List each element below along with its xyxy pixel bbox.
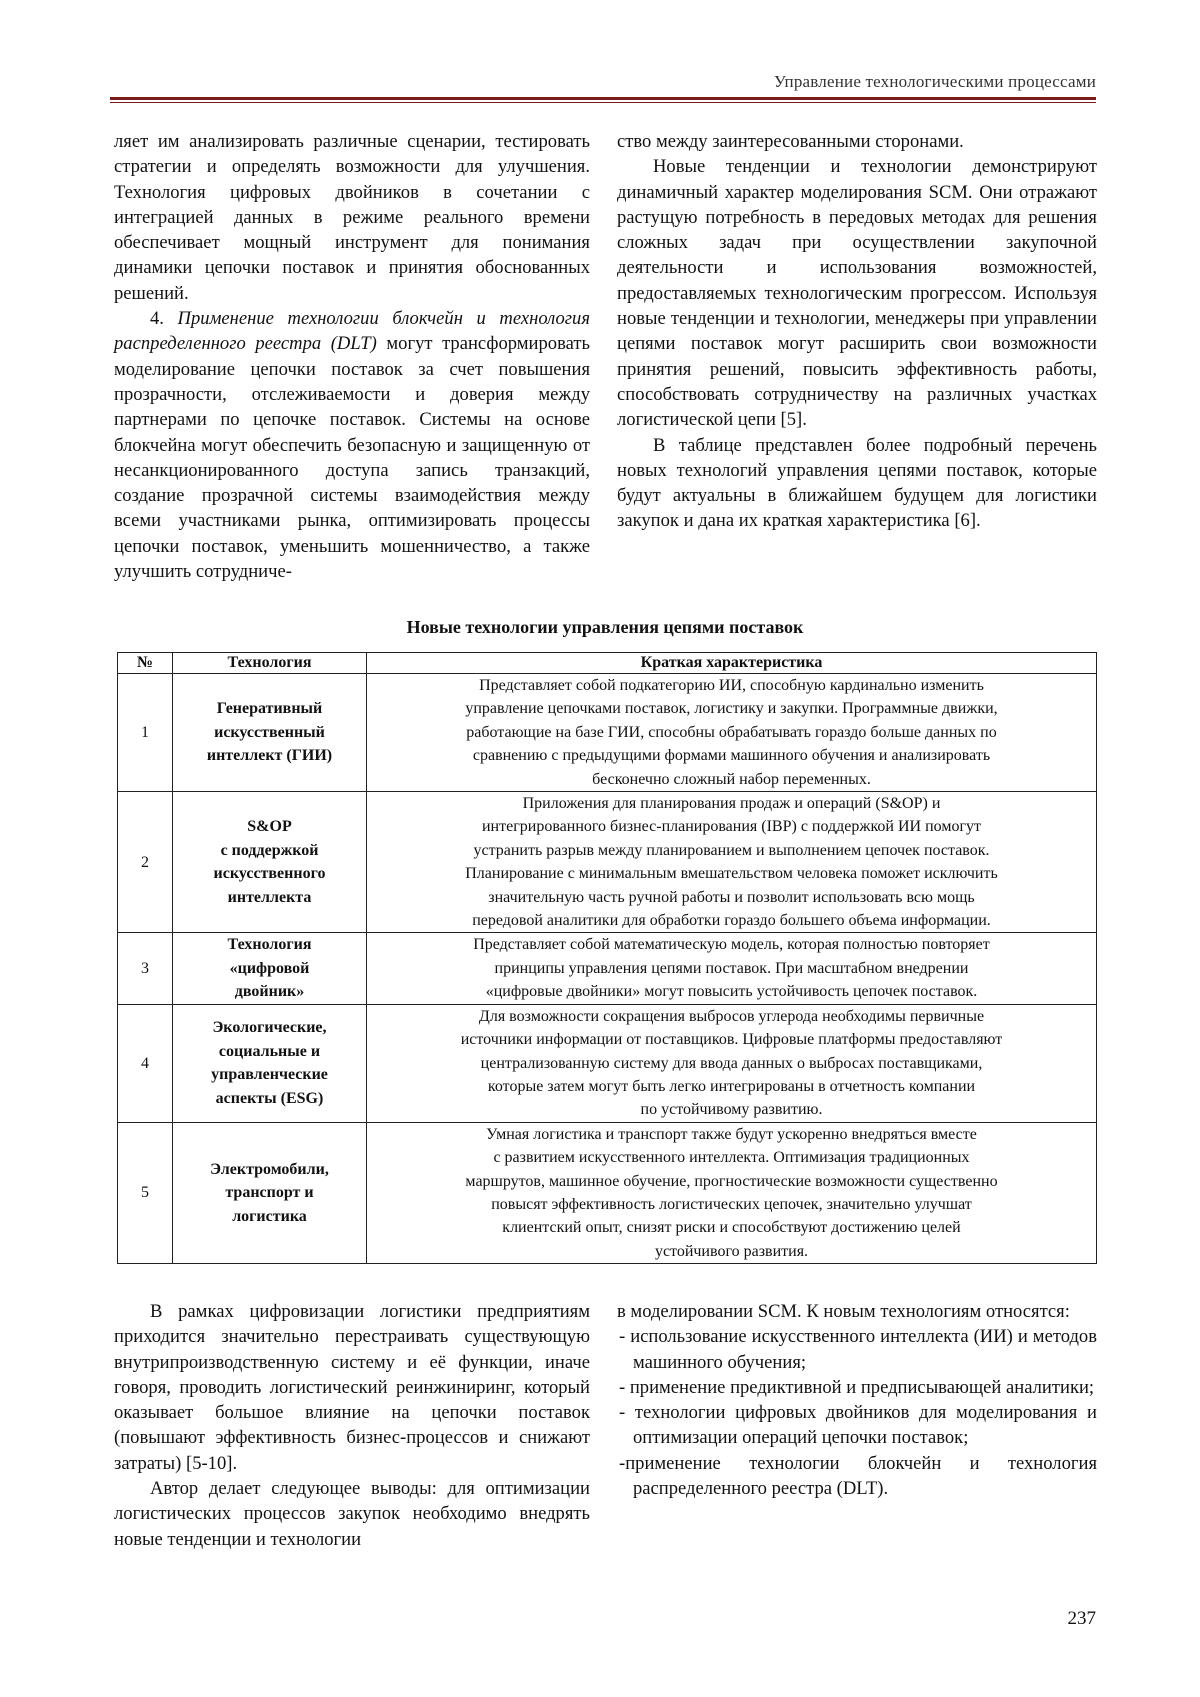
technology-name-line: интеллект (ГИИ) [206, 747, 333, 765]
header-rule [110, 97, 1096, 100]
description-line: повысят эффективность логистических цепочек, значительно улучшат [491, 1195, 972, 1213]
description-line: Планирование с минимальным вмешательством человека поможет исключить [465, 865, 998, 883]
table-row [118, 792, 1097, 933]
column-header-description: Краткая характеристика [367, 653, 1097, 674]
description-line: с развитием искусственного интеллекта. Оптимизация традиционных [493, 1149, 970, 1167]
description-line: управление цепочками поставок, логистику и закупки. Программные движки, [465, 700, 998, 718]
description-line: сравнению с предыдущими формами машинного обучения и анализировать [472, 747, 991, 765]
top-right-column [617, 129, 1097, 534]
description-line: интегрированного бизнес-планирования (IBP) с поддержкой ИИ помогут [481, 818, 982, 836]
description-line: устойчивого развития. [654, 1242, 809, 1260]
paragraph: в моделировании SCM. К новым технологиям относятся: [617, 1301, 1070, 1322]
description-line: Для возможности сокращения выбросов углерода необходимы первичные [478, 1007, 985, 1025]
technology-description [367, 1122, 1097, 1263]
technologies-table [117, 652, 1097, 1264]
list-number: 4. [150, 308, 164, 330]
description-line: по устойчивому развитию. [640, 1101, 823, 1119]
technology-name-line: Генеративный [216, 700, 323, 718]
technology-name-line: с поддержкой [220, 841, 319, 859]
technology-name-line: искусственный [214, 723, 325, 741]
column-header-num: № [118, 653, 173, 674]
description-line: Представляет собой подкатегорию ИИ, способную кардинально изменить [479, 677, 984, 694]
technology-name [173, 933, 367, 1004]
description-line: передовой аналитики для обработки гораздо большего объема информации. [472, 912, 991, 930]
description-line: принципы управления цепями поставок. При масштабном внедрении [494, 959, 969, 977]
description-line: централизованную систему для ввода данных о выбросах поставщиками, [480, 1054, 983, 1072]
technology-name [173, 674, 367, 792]
table-row [118, 933, 1097, 1004]
description-line: источники информации от поставщиков. Цифровые платформы предоставляют [460, 1031, 1003, 1049]
description-line: бесконечно сложный набор переменных. [592, 770, 871, 788]
italic-term: Применение технологии блокчейн и технология распределенного реестра (DLT) [114, 308, 590, 355]
technology-name [173, 792, 367, 933]
table-row [118, 674, 1097, 792]
list-item: - технологии цифровых двойников для моделирования и оптимизации операций цепочки поставок; [619, 1402, 1097, 1449]
description-line: Умная логистика и транспорт также будут ускоренно внедряться вместе [486, 1125, 977, 1143]
technology-description [367, 933, 1097, 1004]
technology-name-line: Экологические, [212, 1019, 327, 1037]
technology-description [367, 1004, 1097, 1122]
technology-name-line: S&OP [247, 818, 292, 836]
paragraph: ляет им анализировать различные сценарии, тестировать стратегии и определять возможности для улучшения. Технология цифровых двойников в сочетании с интеграцией данных в режиме реального времени обеспечивает мощный инструмент для понимания динамики цепочки поставок и принятия обоснованных решений. [114, 131, 590, 304]
top-left-column [114, 129, 590, 584]
list-item: -применение технологии блокчейн и технология распределенного реестра (DLT). [619, 1452, 1097, 1500]
bottom-left-column [114, 1299, 590, 1552]
description-line: значительную часть ручной работы и позволит использовать всю мощь [488, 888, 975, 906]
page-number: 237 [1067, 1608, 1096, 1629]
list-item: - применение предиктивной и предписывающей аналитики; [619, 1376, 1095, 1398]
technology-name-line: Технология [227, 936, 312, 954]
paragraph: В рамках цифровизации логистики предприятиям приходится значительно перестраивать существующую внутрипроизводственную систему и её функции, иначе говоря, проводить логистический реинжиниринг, который оказывает большое влияние на цепочки поставок (повышают эффективность бизнес-процессов и снижают затраты) [5-10]. [114, 1301, 590, 1474]
technology-description [367, 792, 1097, 933]
technology-name-line: логистика [232, 1207, 307, 1225]
running-header: Управление технологическими процессами [773, 72, 1096, 91]
description-line: клиентский опыт, снизят риски и способствуют достижению целей [502, 1219, 961, 1237]
column-header-technology: Технология [173, 653, 367, 674]
table-header-row [118, 653, 1097, 674]
paragraph: Новые тенденции и технологии демонстрируют динамичный характер моделирования SCM. Они отражают растущую потребность в передовых методах для решения сложных задач при осуществлении закупочной деятельности и использования возможностей, предоставляемых технологическим прогрессом. Используя новые тенденции и технологии, менеджеры при управлении цепями поставок могут расширить свои возможности принятия решений, повысить эффективность работы, способствовать сотрудничеству на различных участках логистической цепи [5]. [617, 156, 1097, 431]
technology-name-line: аспекты (ESG) [215, 1089, 324, 1107]
row-number: 2 [118, 792, 173, 933]
technology-name-line: искусственного [213, 865, 326, 883]
paragraph: ство между заинтересованными сторонами. [617, 131, 964, 152]
table-row [118, 1122, 1097, 1263]
bottom-right-column [617, 1299, 1097, 1501]
header-rule-thin [110, 102, 1096, 103]
technology-description [367, 674, 1097, 792]
paragraph-text: могут трансформировать моделирование цепочки поставок за счет повышения прозрачности, отслеживаемости и доверия между партнерами по цепочке поставок. Системы на основе блокчейна могут обеспечить безопасную и защищенную от несанкционированного доступа запись транзакций, создание прозрачной системы взаимодействия между всеми участниками рынка, оптимизировать процессы цепочки поставок, уменьшить мошенничество, а также улучшить сотрудниче- [114, 333, 590, 583]
technology-name [173, 1004, 367, 1122]
description-line: работающие на базе ГИИ, способны обрабатывать гораздо больше данных по [466, 723, 997, 741]
technology-name-line: двойник» [234, 983, 305, 1001]
technology-name-line: Электромобили, [210, 1160, 329, 1178]
technology-name [173, 1122, 367, 1263]
description-line: Приложения для планирования продаж и операций (S&OP) и [522, 795, 941, 813]
row-number: 4 [118, 1004, 173, 1122]
technology-name-line: транспорт и [225, 1184, 314, 1202]
list-item: - использование искусственного интеллекта (ИИ) и методов машинного обучения; [619, 1326, 1097, 1373]
description-line: маршрутов, машинное обучение, прогностические возможности существенно [465, 1172, 998, 1190]
paragraph: Автор делает следующее выводы: для оптимизации логистических процессов закупок необходимо внедрять новые тенденции и технологии [114, 1478, 590, 1550]
table-caption: Новые технологии управления цепями поставок [406, 617, 804, 637]
technology-name-line: социальные и [218, 1042, 321, 1060]
description-line: «цифровые двойники» могут повысить устойчивость цепочек поставок. [485, 983, 978, 1001]
description-line: устранить разрыв между планированием и выполнением цепочек поставок. [473, 841, 990, 859]
description-line: Представляет собой математическую модель, которая полностью повторяет [473, 936, 990, 954]
technology-name-line: управленческие [211, 1066, 328, 1084]
row-number: 1 [118, 674, 173, 792]
table-row [118, 1004, 1097, 1122]
description-line: которые затем могут быть легко интегрированы в отчетность компании [487, 1077, 976, 1095]
technology-name-line: интеллекта [227, 888, 312, 906]
paragraph: В таблице представлен более подробный перечень новых технологий управления цепями поставок, которые будут актуальны в ближайшем будущем для логистики закупок и дана их краткая характеристика [6]. [617, 434, 1097, 532]
row-number: 5 [118, 1122, 173, 1263]
technology-name-line: «цифровой [229, 959, 310, 977]
row-number: 3 [118, 933, 173, 1004]
paragraph-blockchain [114, 306, 590, 584]
